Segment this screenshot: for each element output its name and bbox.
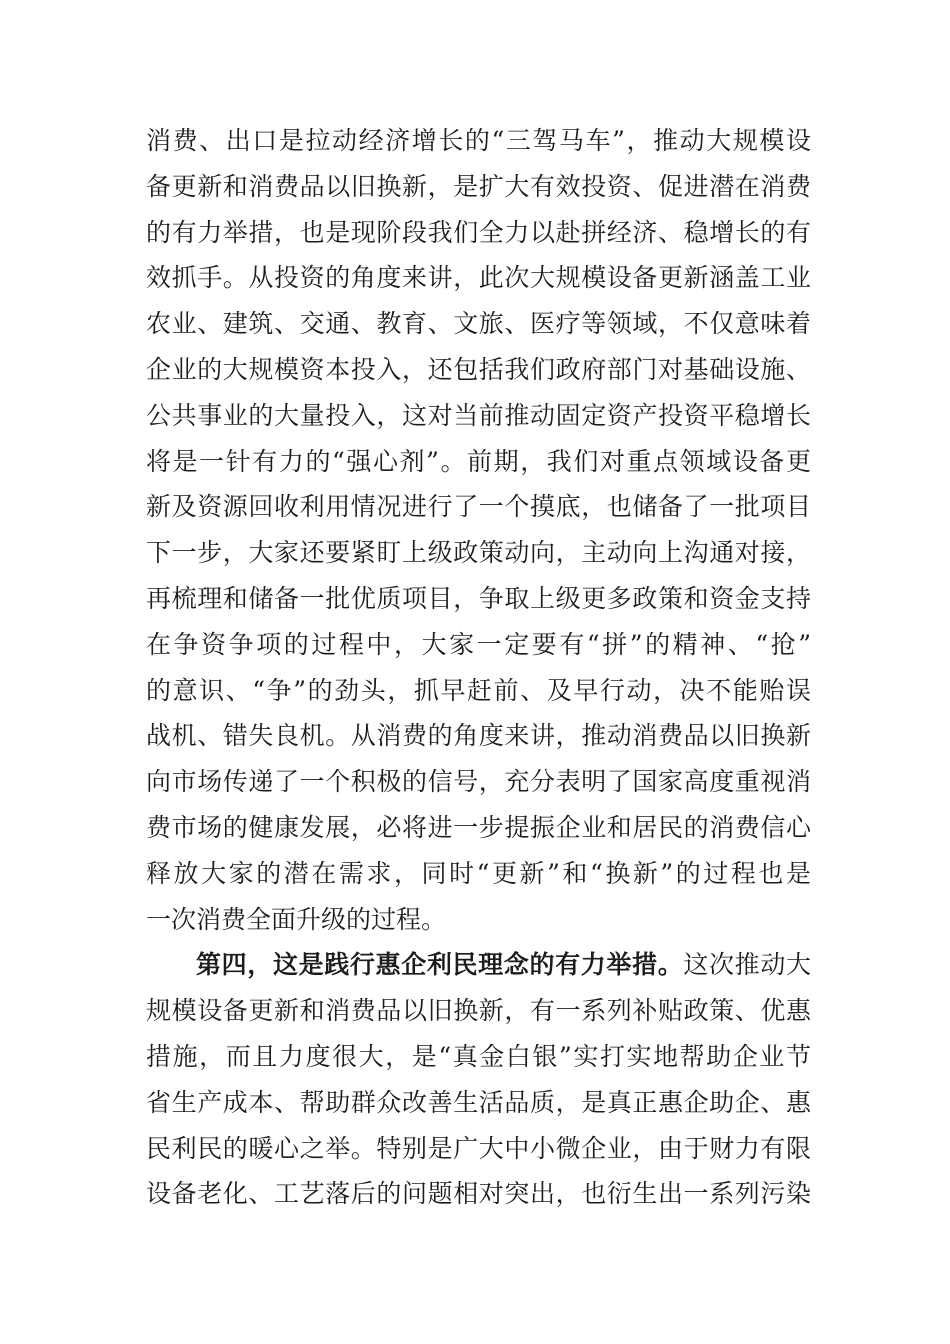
text-line: 省生产成本、帮助群众改善生活品质，是真正惠企助企、惠 [146,1087,811,1117]
first-line-rest: 这次推动大 [683,950,811,980]
text-line: 将是一针有力的“强心剂”。前期，我们对重点领域设备更 [146,446,811,476]
paragraph-2 [146,942,811,1217]
text-line: 的意识、“争”的劲头，抓早赶前、及早行动，决不能贻误 [146,675,811,705]
text-line: 备更新和消费品以旧换新，是扩大有效投资、促进潜在消费 [146,171,811,201]
text-line: 下一步，大家还要紧盯上级政策动向，主动向上沟通对接， [146,538,811,568]
text-line: 企业的大规模资本投入，还包括我们政府部门对基础设施、 [146,354,811,384]
text-line: 一次消费全面升级的过程。 [146,904,447,934]
text-line: 战机、错失良机。从消费的角度来讲，推动消费品以旧换新 [146,721,811,751]
text-line: 费市场的健康发展，必将进一步提振企业和居民的消费信心 [146,812,811,842]
text-line: 消费、出口是拉动经济增长的“三驾马车”，推动大规模设 [146,126,811,155]
text-line: 在争资争项的过程中，大家一定要有“拼”的精神、“抢” [146,629,811,659]
text-line: 措施，而且力度很大，是“真金白银”实打实地帮助企业节 [146,1041,811,1071]
text-line: 向市场传递了一个积极的信号，充分表明了国家高度重视消 [146,767,811,797]
text-line: 再梳理和储备一批优质项目，争取上级更多政策和资金支持 [146,583,811,613]
body-text [146,118,811,1217]
text-line: 释放大家的潜在需求，同时“更新”和“换新”的过程也是 [146,858,811,888]
text-line: 公共事业的大量投入，这对当前推动固定资产投资平稳增长 [146,400,811,430]
text-line: 的有力举措，也是现阶段我们全力以赴拼经济、稳增长的有 [146,217,811,247]
paragraph-1 [146,118,811,942]
text-line: 农业、建筑、交通、教育、文旅、医疗等领域，不仅意味着 [146,309,811,339]
text-line: 新及资源回收利用情况进行了一个摸底，也储备了一批项目 [146,492,811,522]
text-line: 民利民的暖心之举。特别是广大中小微企业，由于财力有限 [146,1133,811,1163]
text-line: 规模设备更新和消费品以旧换新，有一系列补贴政策、优惠 [146,996,811,1026]
section-heading-lead: 第四，这是践行惠企利民理念的有力举措。 [196,950,684,980]
text-line: 设备老化、工艺落后的问题相对突出，也衍生出一系列污染 [146,1179,811,1209]
text-line: 效抓手。从投资的角度来讲，此次大规模设备更新涵盖工业 [146,263,811,293]
paragraph-2-first-line [146,942,811,988]
